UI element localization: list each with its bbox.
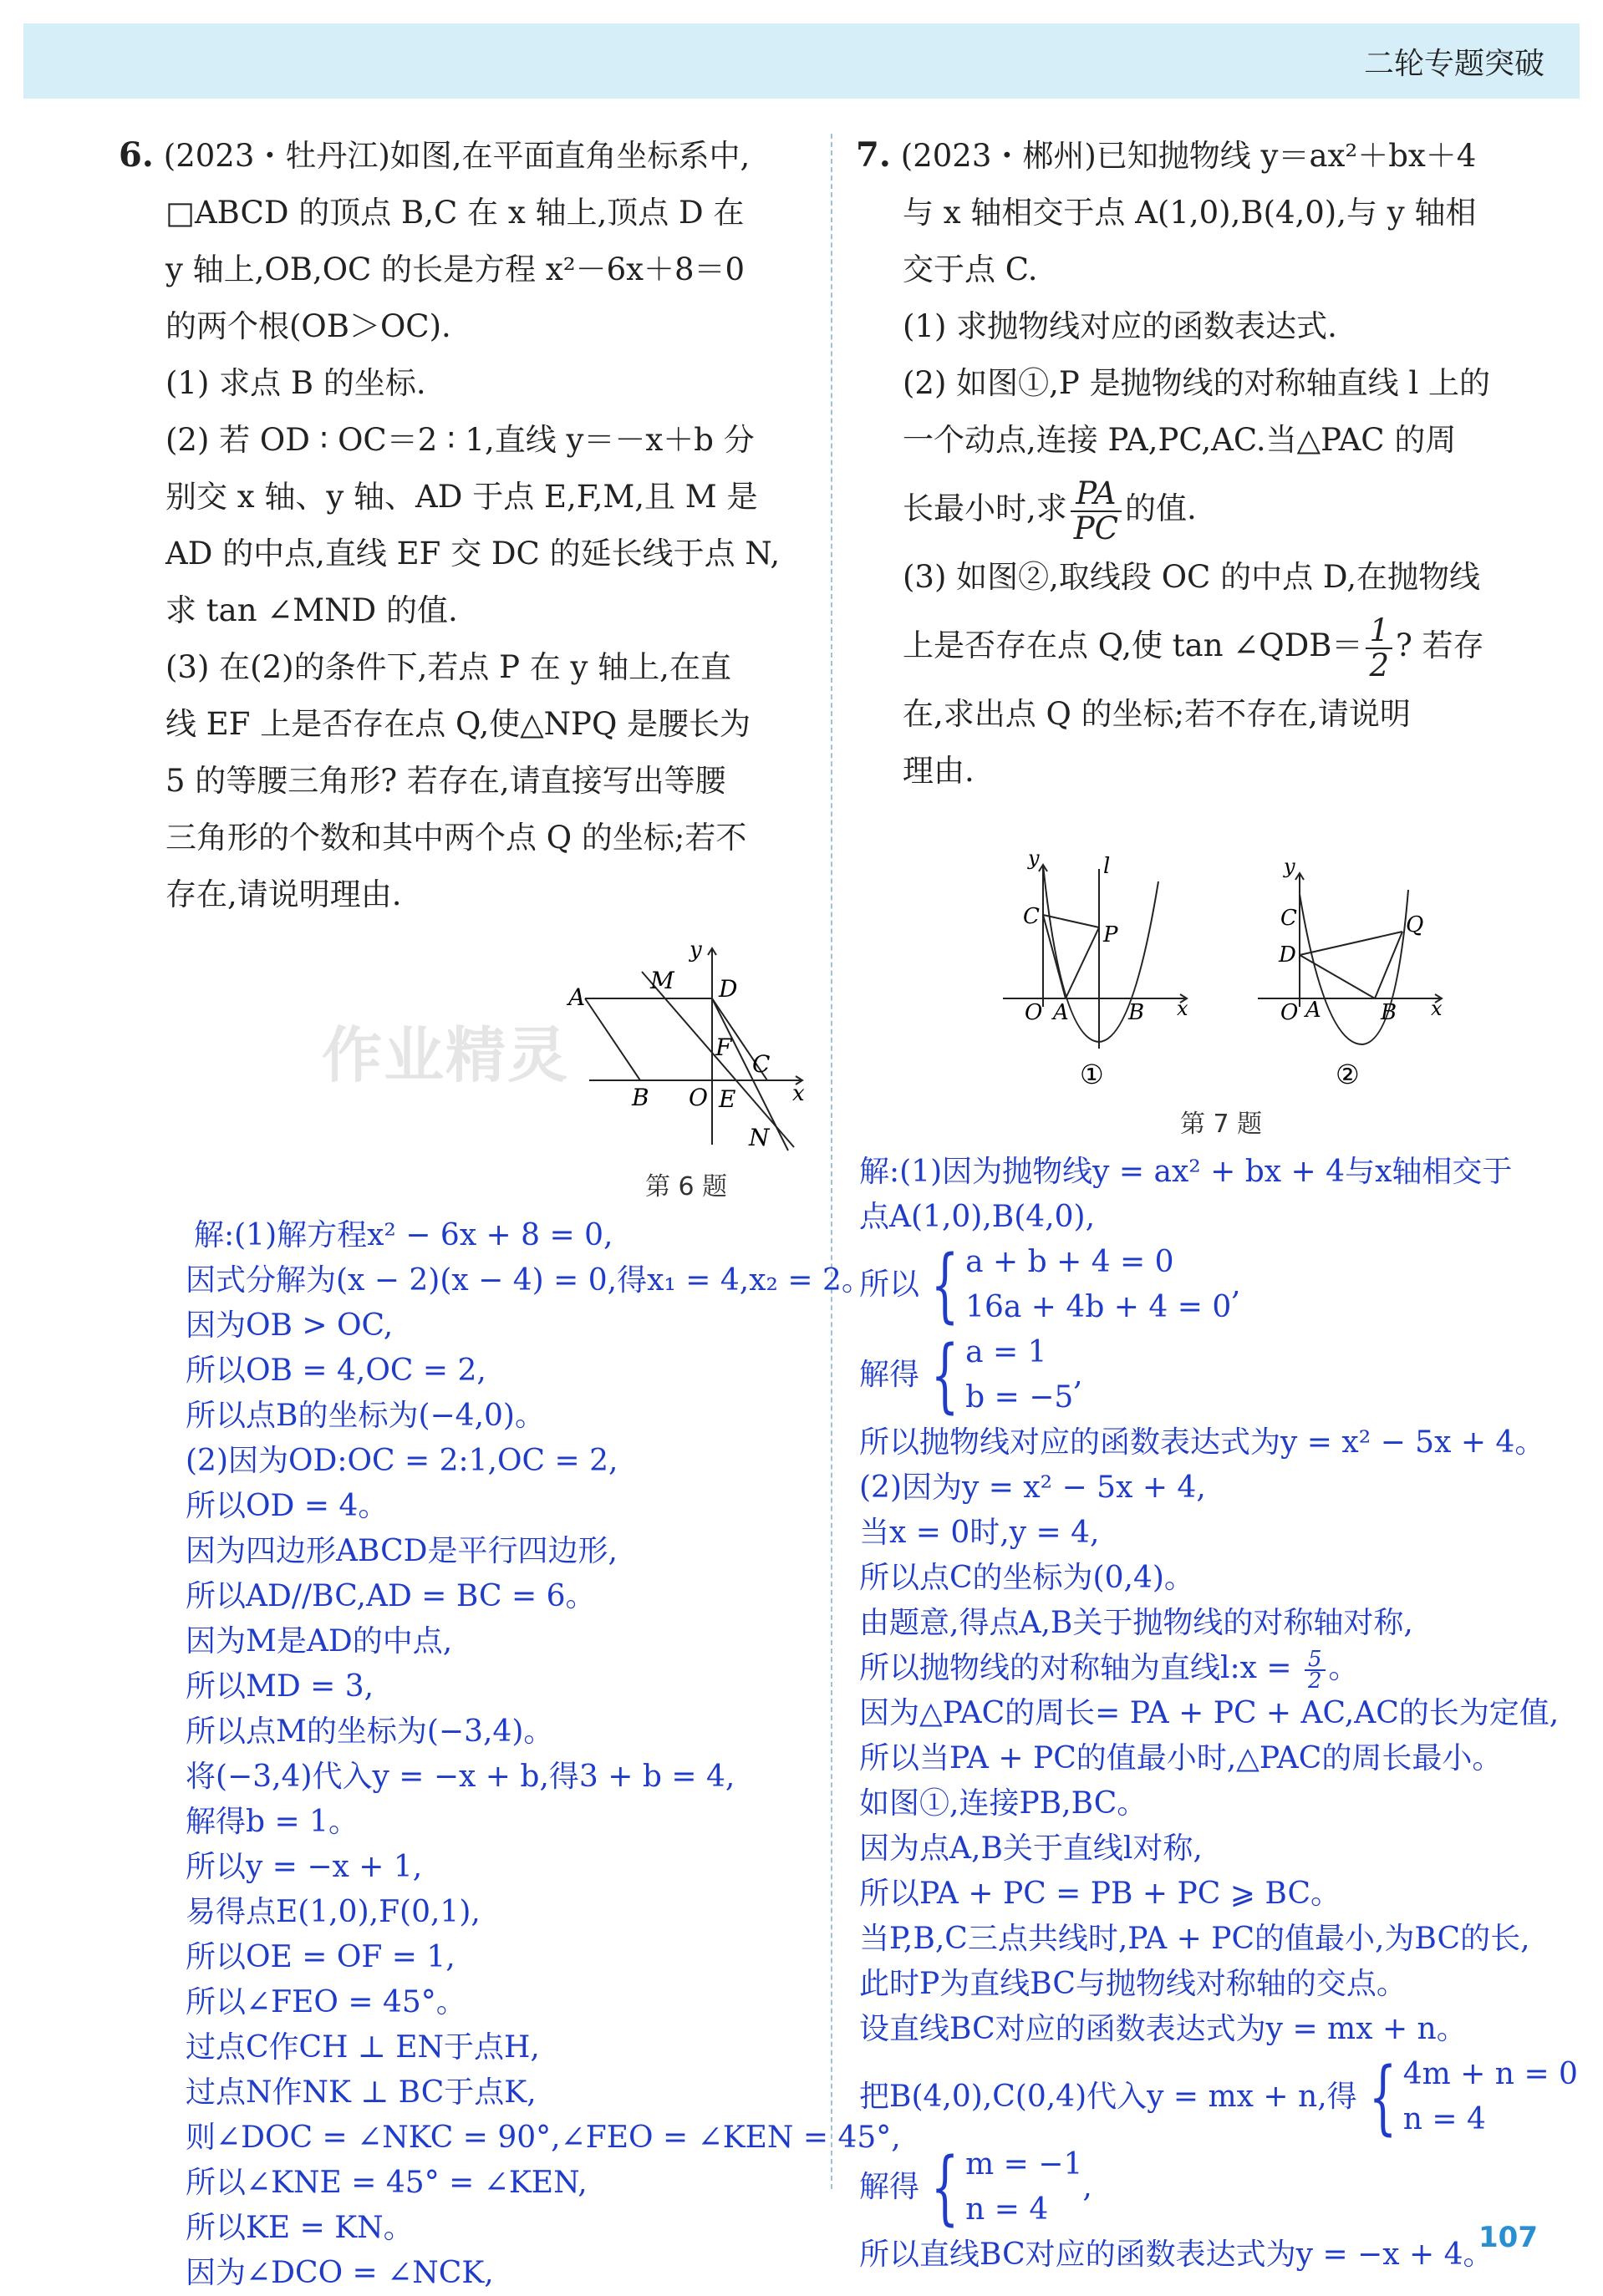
fig7-2-label: y (1284, 855, 1295, 878)
fig7-1-label: A (1053, 1000, 1069, 1025)
brace-icon: { (1368, 2050, 1397, 2144)
fig6-label: M (650, 967, 674, 994)
solution-line: 因为△PAC的周长= PA + PC + AC,AC的长为定值, (859, 1696, 1560, 1730)
fraction-half: $\frac{1}{2}$ (1366, 614, 1392, 683)
header-title: 二轮专题突破 (1363, 47, 1544, 81)
solution-line: 所以点B的坐标为(−4,0)。 (186, 1399, 545, 1433)
watermark: 作业精灵 (322, 1020, 570, 1090)
solution-line: 解得b = 1。 (186, 1805, 359, 1839)
fig6-label: D (719, 975, 738, 1003)
solution-line: 由题意,得点A,B关于抛物线的对称轴对称, (859, 1606, 1413, 1640)
problem-6-line: 5 的等腰三角形? 若存在,请直接写出等腰 (165, 763, 726, 799)
fig7-2-label: Q (1406, 912, 1424, 937)
solution-line: 因为点A,B关于直线l对称, (859, 1831, 1203, 1866)
fig7-1-seg-pa (1066, 927, 1099, 998)
problem-6-number: 6. (119, 135, 154, 175)
solution-line: (2)因为y = x² − 5x + 4, (859, 1471, 1206, 1505)
figure-6 (552, 932, 827, 1166)
problem-7-line: (1) 求抛物线对应的函数表达式. (903, 308, 1337, 344)
problem-6-line: (3) 在(2)的条件下,若点 P 在 y 轴上,在直 (165, 649, 731, 685)
fig6-label: C (752, 1050, 771, 1078)
brace-icon: { (930, 2141, 959, 2234)
fig7-1-label: y (1028, 848, 1040, 870)
fig7-1-caption: ① (1080, 1059, 1104, 1090)
solution-line: 所以MD = 3, (186, 1669, 374, 1704)
solution-line: 所以∠KNE = 45° = ∠KEN, (186, 2166, 588, 2200)
fig7-2-label: A (1305, 998, 1321, 1023)
figure-7 (995, 848, 1463, 1099)
problem-7-number: 7. (856, 135, 891, 175)
solution-line: 所以y = −x + 1, (186, 1850, 423, 1884)
problem-7-line: 与 x 轴相交于点 A(1,0),B(4,0),与 y 轴相 (903, 195, 1477, 231)
problem-6-line: 求 tan ∠MND 的值. (165, 592, 458, 628)
fig6-label: x (792, 1081, 805, 1106)
solution-line: 所以∠FEO = 45°。 (186, 1985, 466, 2019)
fig6-label: y (690, 937, 702, 963)
fraction-pa-pc: $\frac{PA}{PC}$ (1071, 477, 1122, 546)
solution-6 (186, 1213, 901, 2296)
solution-line: 过点N作NK ⊥ BC于点K, (186, 2075, 537, 2110)
solution-line: 所以PA + PC = PB + PC ⩾ BC。 (859, 1877, 1341, 1911)
figure-7-caption: 第 7 题 (1180, 1110, 1263, 1139)
problem-6-line: 别交 x 轴、y 轴、AD 于点 E,F,M,且 M 是 (165, 479, 758, 515)
solution-line: 点A(1,0),B(4,0), (859, 1200, 1096, 1234)
solution-line: 所以直线BC对应的函数表达式为y = −x + 4。 (859, 2238, 1494, 2272)
brace-icon: { (930, 1238, 959, 1332)
fig6-label: O (689, 1084, 708, 1111)
header-band (23, 23, 1580, 99)
problem-6-line: □ABCD 的顶点 B,C 在 x 轴上,顶点 D 在 (165, 195, 745, 231)
solution-line: 设直线BC对应的函数表达式为y = mx + n。 (859, 2012, 1467, 2046)
solution-line: 过点C作CH ⊥ EN于点H, (186, 2030, 540, 2065)
fig6-label: F (715, 1034, 732, 1061)
solution-line: 因式分解为(x − 2)(x − 4) = 0,得x₁ = 4,x₂ = 2。 (186, 1263, 872, 1298)
brace-icon: { (930, 1328, 959, 1422)
fig7-1-label: C (1023, 904, 1040, 929)
fig7-1-label: O (1025, 1000, 1043, 1025)
solution-7 (859, 1150, 1578, 2278)
problem-6-line: 三角形的个数和其中两个点 Q 的坐标;若不 (165, 820, 747, 856)
solution-line: 所以KE = KN。 (186, 2211, 414, 2245)
fig7-2-label: x (1431, 997, 1443, 1020)
problem-7-line: 理由. (903, 753, 975, 789)
problem-6-line: 的两个根(OB＞OC). (165, 308, 451, 344)
solution-line-axis: 所以抛物线的对称轴为直线l:x = $\frac{5}{2}$ 。 (859, 1647, 1359, 1694)
fig7-2-seg-qb (1375, 932, 1402, 998)
solution-line: 则∠DOC = ∠NKC = 90°,∠FEO = ∠KEN = 45°, (186, 2121, 901, 2155)
problem-6-line: (2) 若 OD ∶ OC＝2 ∶ 1,直线 y＝－x＋b 分 (165, 422, 755, 458)
fig7-2-seg-db (1300, 955, 1375, 998)
page-number: 107 (1478, 2221, 1538, 2254)
fig7-2-label: C (1280, 906, 1297, 931)
problem-7-line: (2) 如图①,P 是抛物线的对称轴直线 l 上的 (903, 365, 1490, 401)
solution-line: 所以抛物线对应的函数表达式为y = x² − 5x + 4。 (859, 1425, 1545, 1460)
fig6-label: E (719, 1085, 736, 1113)
problem-6-line: 存在,请说明理由. (165, 876, 402, 912)
problem-6 (119, 127, 780, 923)
problem-6-line: 6. (2023・牡丹江)如图,在平面直角坐标系中, (119, 135, 751, 175)
problem-6-line: 线 EF 上是否存在点 Q,使△NPQ 是腰长为 (165, 706, 751, 742)
solution-line: 解:(1)解方程x² − 6x + 8 = 0, (194, 1218, 613, 1252)
solution-line: 所以AD//BC,AD = BC = 6。 (186, 1579, 596, 1613)
fig7-1-label: P (1103, 922, 1118, 947)
solution-system-1: 所以 { a + b + 4 = 0 16a + 4b + 4 = 0 , (859, 1238, 1241, 1332)
solution-line: 因为M是AD的中点, (186, 1624, 453, 1659)
solution-line: 易得点E(1,0),F(0,1), (186, 1895, 481, 1929)
fig7-1-seg-ca (1043, 915, 1066, 998)
solution-system-2: 解得 { a = 1 b = −5 , (859, 1328, 1083, 1422)
fig7-2-seg-dq (1300, 932, 1402, 955)
solution-line: 解:(1)因为抛物线y = ax² + bx + 4与x轴相交于 (859, 1155, 1513, 1189)
problem-6-line: y 轴上,OB,OC 的长是方程 x²－6x＋8＝0 (165, 251, 746, 287)
solution-line: 当P,B,C三点共线时,PA + PC的值最小,为BC的长, (859, 1922, 1530, 1956)
fig7-2-label: D (1279, 942, 1296, 968)
problem-7-line-frac: 长最小时,求 $\frac{PA}{PC}$ 的值. (903, 475, 1197, 546)
solution-line: (2)因为OD:OC = 2:1,OC = 2, (186, 1444, 618, 1478)
problem-6-line: AD 的中点,直线 EF 交 DC 的延长线于点 N, (165, 536, 781, 571)
solution-line: 所以点M的坐标为(−3,4)。 (186, 1714, 554, 1749)
solution-system-4: 解得 { m = −1 n = 4 , (859, 2141, 1092, 2234)
problem-7 (856, 127, 1490, 800)
problem-7-line: 交于点 C. (903, 251, 1038, 287)
fig7-1-label: l (1103, 854, 1111, 879)
solution-line: 所以OE = OF = 1, (186, 1940, 455, 1974)
solution-system-3: 把B(4,0),C(0,4)代入y = mx + n,得 { 4m + n = 0 n = 4 (859, 2050, 1578, 2144)
solution-line: 所以点C的坐标为(0,4)。 (859, 1561, 1194, 1595)
problem-6-line: (1) 求点 B 的坐标. (165, 365, 426, 401)
solution-line: 所以当PA + PC的值最小时,△PAC的周长最小。 (859, 1741, 1503, 1775)
fig7-2-caption: ② (1336, 1059, 1360, 1090)
problem-7-line: (3) 如图②,取线段 OC 的中点 D,在抛物线 (903, 559, 1480, 595)
solution-line: 所以OB = 4,OC = 2, (186, 1354, 486, 1388)
solution-line: 将(−3,4)代入y = −x + b,得3 + b = 4, (186, 1760, 735, 1794)
solution-line: 所以OD = 4。 (186, 1489, 389, 1523)
fraction-five-halves: $\frac{5}{2}$ (1305, 1649, 1326, 1691)
solution-line: 如图①,连接PB,BC。 (859, 1786, 1148, 1821)
fig7-2-label: O (1280, 1000, 1299, 1025)
fig7-1-label: x (1177, 997, 1188, 1020)
problem-7-line: 7. (2023・郴州)已知抛物线 y＝ax²＋bx＋4 (856, 135, 1477, 175)
solution-line: 此时P为直线BC与抛物线对称轴的交点。 (859, 1967, 1407, 2001)
fig6-label: B (632, 1084, 649, 1111)
problem-7-line-tan: 上是否存在点 Q,使 tan ∠QDB＝ $\frac{1}{2}$ ? 若存 (903, 612, 1484, 683)
solution-line: 当x = 0时,y = 4, (859, 1516, 1100, 1550)
solution-line: 因为OB > OC, (186, 1308, 394, 1343)
figure-6-caption: 第 6 题 (645, 1172, 728, 1201)
solution-line: 因为四边形ABCD是平行四边形, (186, 1534, 618, 1568)
fig6-label: N (749, 1124, 770, 1151)
problem-7-line: 一个动点,连接 PA,PC,AC.当△PAC 的周 (903, 422, 1457, 458)
fig7-2-label: B (1381, 1000, 1397, 1025)
solution-line: 因为∠DCO = ∠NCK, (186, 2256, 494, 2290)
fig7-1-label: B (1128, 1000, 1145, 1025)
fig6-label: A (568, 983, 586, 1011)
problem-7-line: 在,求出点 Q 的坐标;若不存在,请说明 (903, 696, 1411, 732)
